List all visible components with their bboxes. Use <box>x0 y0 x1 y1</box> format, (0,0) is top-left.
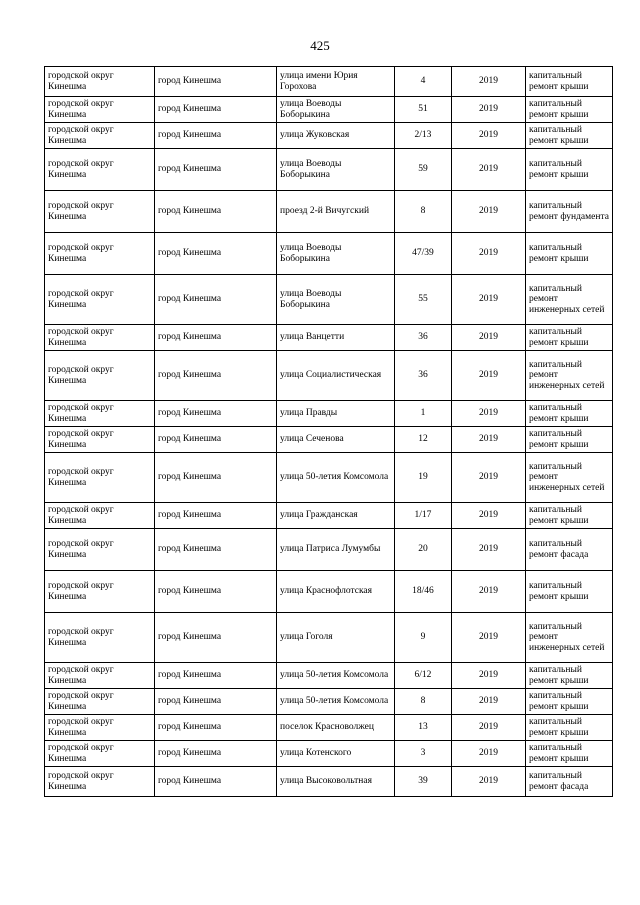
cell-year: 2019 <box>452 613 526 663</box>
cell-district: городской округ Кинешма <box>45 529 155 571</box>
cell-city: город Кинешма <box>155 427 277 453</box>
table-row <box>45 275 613 325</box>
cell-street: улица Жуковская <box>277 123 395 149</box>
cell-city: город Кинешма <box>155 275 277 325</box>
table-row <box>45 401 613 427</box>
cell-district: городской округ Кинешма <box>45 97 155 123</box>
cell-year: 2019 <box>452 149 526 191</box>
table-row <box>45 663 613 689</box>
cell-city: город Кинешма <box>155 741 277 767</box>
cell-year: 2019 <box>452 715 526 741</box>
cell-house-number: 39 <box>395 767 452 797</box>
cell-house-number: 36 <box>395 351 452 401</box>
cell-district: городской округ Кинешма <box>45 427 155 453</box>
cell-year: 2019 <box>452 67 526 97</box>
cell-city: город Кинешма <box>155 351 277 401</box>
table-row <box>45 67 613 97</box>
cell-year: 2019 <box>452 767 526 797</box>
cell-work-type: капитальный ремонт крыши <box>526 325 613 351</box>
table-row <box>45 453 613 503</box>
cell-work-type: капитальный ремонт инженерных сетей <box>526 613 613 663</box>
cell-street: улица Воеводы Боборыкина <box>277 97 395 123</box>
cell-city: город Кинешма <box>155 689 277 715</box>
cell-city: город Кинешма <box>155 233 277 275</box>
cell-city: город Кинешма <box>155 663 277 689</box>
table-row <box>45 613 613 663</box>
cell-work-type: капитальный ремонт крыши <box>526 149 613 191</box>
cell-house-number: 51 <box>395 97 452 123</box>
cell-district: городской округ Кинешма <box>45 67 155 97</box>
cell-city: город Кинешма <box>155 191 277 233</box>
cell-house-number: 13 <box>395 715 452 741</box>
cell-district: городской округ Кинешма <box>45 571 155 613</box>
cell-district: городской округ Кинешма <box>45 663 155 689</box>
table-row <box>45 351 613 401</box>
cell-house-number: 20 <box>395 529 452 571</box>
cell-year: 2019 <box>452 453 526 503</box>
cell-year: 2019 <box>452 233 526 275</box>
cell-district: городской округ Кинешма <box>45 503 155 529</box>
cell-work-type: капитальный ремонт фасада <box>526 529 613 571</box>
cell-year: 2019 <box>452 123 526 149</box>
cell-year: 2019 <box>452 325 526 351</box>
cell-street: улица Воеводы Боборыкина <box>277 233 395 275</box>
cell-city: город Кинешма <box>155 123 277 149</box>
cell-district: городской округ Кинешма <box>45 149 155 191</box>
cell-work-type: капитальный ремонт инженерных сетей <box>526 453 613 503</box>
cell-district: городской округ Кинешма <box>45 275 155 325</box>
cell-work-type: капитальный ремонт крыши <box>526 427 613 453</box>
cell-district: городской округ Кинешма <box>45 123 155 149</box>
cell-year: 2019 <box>452 571 526 613</box>
repair-registry-table <box>44 66 613 797</box>
table-body <box>45 67 613 797</box>
cell-district: городской округ Кинешма <box>45 191 155 233</box>
cell-city: город Кинешма <box>155 613 277 663</box>
cell-house-number: 47/39 <box>395 233 452 275</box>
cell-street: улица Высоковольтная <box>277 767 395 797</box>
cell-house-number: 59 <box>395 149 452 191</box>
cell-district: городской округ Кинешма <box>45 351 155 401</box>
cell-street: улица Воеводы Боборыкина <box>277 275 395 325</box>
cell-city: город Кинешма <box>155 401 277 427</box>
cell-house-number: 8 <box>395 689 452 715</box>
table-row <box>45 529 613 571</box>
table-row <box>45 715 613 741</box>
cell-district: городской округ Кинешма <box>45 767 155 797</box>
cell-street: улица Гражданская <box>277 503 395 529</box>
cell-district: городской округ Кинешма <box>45 689 155 715</box>
cell-house-number: 19 <box>395 453 452 503</box>
cell-street: улица 50-летия Комсомола <box>277 453 395 503</box>
cell-year: 2019 <box>452 351 526 401</box>
table-row <box>45 689 613 715</box>
cell-street: улица Котенского <box>277 741 395 767</box>
cell-house-number: 18/46 <box>395 571 452 613</box>
cell-work-type: капитальный ремонт фундамента <box>526 191 613 233</box>
cell-year: 2019 <box>452 97 526 123</box>
cell-street: улица Сеченова <box>277 427 395 453</box>
page-number: 425 <box>310 38 330 53</box>
cell-house-number: 9 <box>395 613 452 663</box>
cell-city: город Кинешма <box>155 767 277 797</box>
cell-year: 2019 <box>452 401 526 427</box>
cell-house-number: 4 <box>395 67 452 97</box>
cell-street: улица имени Юрия Горохова <box>277 67 395 97</box>
cell-street: улица Краснофлотская <box>277 571 395 613</box>
cell-work-type: капитальный ремонт крыши <box>526 689 613 715</box>
cell-street: улица 50-летия Комсомола <box>277 663 395 689</box>
cell-work-type: капитальный ремонт крыши <box>526 233 613 275</box>
table-row <box>45 741 613 767</box>
table-row <box>45 233 613 275</box>
cell-year: 2019 <box>452 275 526 325</box>
cell-house-number: 8 <box>395 191 452 233</box>
cell-city: город Кинешма <box>155 529 277 571</box>
cell-house-number: 12 <box>395 427 452 453</box>
cell-district: городской округ Кинешма <box>45 613 155 663</box>
cell-street: улица Воеводы Боборыкина <box>277 149 395 191</box>
cell-city: город Кинешма <box>155 67 277 97</box>
cell-house-number: 55 <box>395 275 452 325</box>
cell-district: городской округ Кинешма <box>45 453 155 503</box>
cell-year: 2019 <box>452 529 526 571</box>
cell-house-number: 1 <box>395 401 452 427</box>
cell-district: городской округ Кинешма <box>45 715 155 741</box>
cell-city: город Кинешма <box>155 149 277 191</box>
cell-city: город Кинешма <box>155 503 277 529</box>
cell-district: городской округ Кинешма <box>45 741 155 767</box>
cell-district: городской округ Кинешма <box>45 325 155 351</box>
cell-city: город Кинешма <box>155 325 277 351</box>
cell-city: город Кинешма <box>155 715 277 741</box>
cell-work-type: капитальный ремонт крыши <box>526 123 613 149</box>
cell-city: город Кинешма <box>155 571 277 613</box>
cell-house-number: 6/12 <box>395 663 452 689</box>
table-row <box>45 149 613 191</box>
cell-year: 2019 <box>452 663 526 689</box>
cell-work-type: капитальный ремонт крыши <box>526 401 613 427</box>
cell-house-number: 1/17 <box>395 503 452 529</box>
cell-work-type: капитальный ремонт крыши <box>526 663 613 689</box>
cell-street: улица 50-летия Комсомола <box>277 689 395 715</box>
table-row <box>45 97 613 123</box>
table-row <box>45 767 613 797</box>
table-row <box>45 191 613 233</box>
cell-city: город Кинешма <box>155 97 277 123</box>
cell-district: городской округ Кинешма <box>45 401 155 427</box>
cell-work-type: капитальный ремонт крыши <box>526 715 613 741</box>
cell-house-number: 36 <box>395 325 452 351</box>
table-row <box>45 571 613 613</box>
cell-year: 2019 <box>452 689 526 715</box>
cell-work-type: капитальный ремонт крыши <box>526 741 613 767</box>
cell-street: улица Ванцетти <box>277 325 395 351</box>
cell-street: проезд 2-й Вичугский <box>277 191 395 233</box>
cell-year: 2019 <box>452 191 526 233</box>
cell-street: улица Правды <box>277 401 395 427</box>
cell-city: город Кинешма <box>155 453 277 503</box>
cell-work-type: капитальный ремонт крыши <box>526 571 613 613</box>
cell-work-type: капитальный ремонт крыши <box>526 97 613 123</box>
cell-street: улица Патриса Лумумбы <box>277 529 395 571</box>
cell-house-number: 3 <box>395 741 452 767</box>
table-row <box>45 427 613 453</box>
table-row <box>45 503 613 529</box>
cell-year: 2019 <box>452 427 526 453</box>
cell-work-type: капитальный ремонт фасада <box>526 767 613 797</box>
table-row <box>45 123 613 149</box>
cell-year: 2019 <box>452 741 526 767</box>
cell-work-type: капитальный ремонт крыши <box>526 67 613 97</box>
cell-year: 2019 <box>452 503 526 529</box>
cell-street: улица Социалистическая <box>277 351 395 401</box>
cell-work-type: капитальный ремонт инженерных сетей <box>526 351 613 401</box>
cell-work-type: капитальный ремонт инженерных сетей <box>526 275 613 325</box>
cell-work-type: капитальный ремонт крыши <box>526 503 613 529</box>
table-row <box>45 325 613 351</box>
cell-house-number: 2/13 <box>395 123 452 149</box>
cell-street: поселок Красноволжец <box>277 715 395 741</box>
cell-street: улица Гоголя <box>277 613 395 663</box>
cell-district: городской округ Кинешма <box>45 233 155 275</box>
